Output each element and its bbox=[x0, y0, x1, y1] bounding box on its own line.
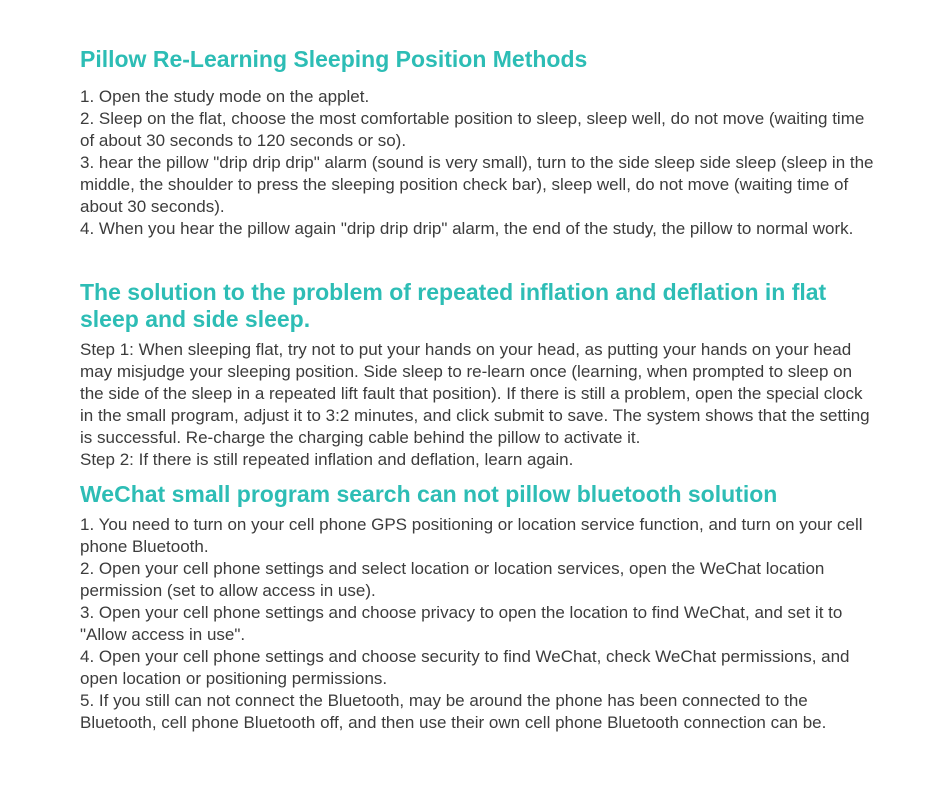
paragraph: 3. hear the pillow "drip drip drip" alarm (sound is very small), turn to the side sleep side sleep (sleep in the middle, the shoulder to press the sleeping position check bar), sleep well, do not move (waiting time of about 30 seconds). bbox=[80, 153, 874, 216]
section-wechat-bluetooth-solution bbox=[80, 481, 875, 734]
section-pillow-relearning bbox=[80, 46, 875, 240]
paragraph: 2. Sleep on the flat, choose the most comfortable position to sleep, sleep well, do not move (waiting time of about 30 seconds to 120 seconds or so). bbox=[80, 109, 865, 150]
paragraph: 4. Open your cell phone settings and choose security to find WeChat, check WeChat permissions, and open location or positioning permissions. bbox=[80, 647, 850, 688]
paragraph: 3. Open your cell phone settings and choose privacy to open the location to find WeChat, and set it to "Allow access in use". bbox=[80, 603, 843, 644]
section-heading: Pillow Re-Learning Sleeping Position Methods bbox=[80, 46, 588, 72]
section-heading: WeChat small program search can not pillow bluetooth solution bbox=[80, 481, 778, 507]
paragraph: 1. You need to turn on your cell phone GPS positioning or location service function, and turn on your cell phone Bluetooth. bbox=[80, 515, 863, 556]
paragraph: 2. Open your cell phone settings and select location or location services, open the WeChat location permission (set to allow access in use). bbox=[80, 559, 825, 600]
paragraph: Step 1: When sleeping flat, try not to put your hands on your head, as putting your hands on your head may misjudge your sleeping position. Side sleep to re-learn once (learning, when prompted to sleep on the side of the sleep in a repeated lift fault that position). If there is still a problem, open the special clock in the small program, adjust it to 3:2 minutes, and click submit to save. The system shows that the setting is successful. Re-charge the charging cable behind the pillow to activate it. bbox=[80, 340, 870, 447]
paragraph: 1. Open the study mode on the applet. bbox=[80, 87, 370, 106]
paragraph: Step 2: If there is still repeated inflation and deflation, learn again. bbox=[80, 450, 574, 469]
section-heading: The solution to the problem of repeated inflation and deflation in flat sleep and side sleep. bbox=[80, 279, 827, 332]
paragraph: 4. When you hear the pillow again "drip drip drip" alarm, the end of the study, the pillow to normal work. bbox=[80, 219, 854, 238]
section-inflation-deflation-solution bbox=[80, 279, 875, 471]
paragraph: 5. If you still can not connect the Bluetooth, may be around the phone has been connected to the Bluetooth, cell phone Bluetooth off, and then use their own cell phone Bluetooth connection can be. bbox=[80, 691, 827, 732]
